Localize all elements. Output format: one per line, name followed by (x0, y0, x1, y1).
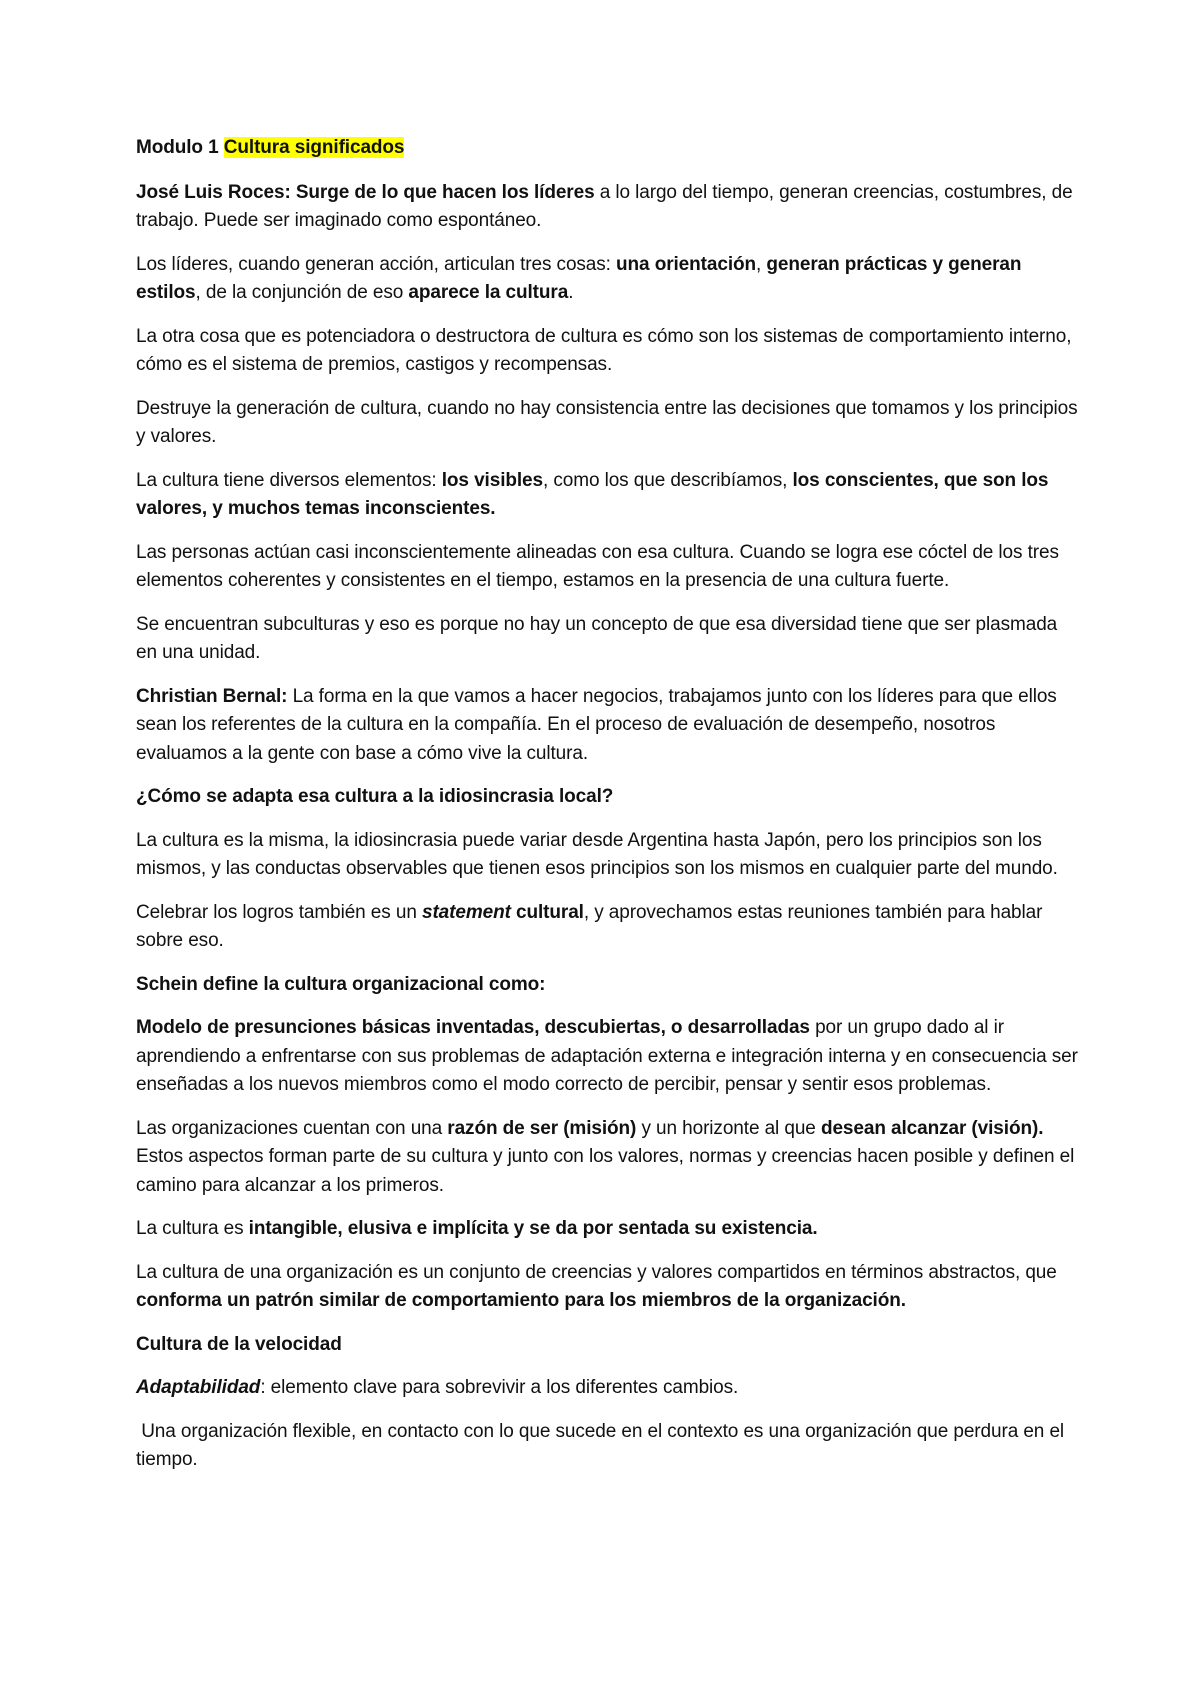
bold-run: una orientación (616, 253, 757, 275)
module-number: Modulo 1 (136, 137, 224, 158)
text-run: La cultura es la misma, la idiosincrasia puede variar desde Argentina hasta Japón, pero los principios son los mismos, y las conductas observables que tienen esos principios son los mismos en cualquier parte del mundo. (136, 829, 1058, 879)
bold-run: razón de ser (misión) (447, 1117, 637, 1139)
text-run: La forma en la que vamos a hacer negocios, trabajamos junto con los líderes para que ellos sean los referentes de la cultura en la compañía. En el proceso de evaluación de desempeño, nosotros evaluamos a la gente con base a cómo vive la cultura. (136, 685, 1057, 764)
paragraph-mission-vision (136, 1115, 1080, 1201)
bold-run: ¿Cómo se adapta esa cultura a la idiosincrasia local? (136, 786, 614, 807)
text-run: La cultura de una organización es un conjunto de creencias y valores compartidos en términos abstractos, que (136, 1261, 1057, 1283)
text-run: Los líderes, cuando generan acción, articulan tres cosas: (136, 253, 617, 275)
italic-bold-run: statement (421, 901, 511, 923)
paragraph-schein-definition (136, 1014, 1080, 1100)
question-heading (136, 783, 1080, 812)
text-run: Se encuentran subculturas y eso es porque no hay un concepto de que esa diversidad tiene que ser plasmada en una unidad. (136, 613, 1058, 663)
bold-run: conforma un patrón similar de comportamiento para los miembros de la organización. (136, 1290, 906, 1311)
module-title (136, 134, 1080, 163)
speaker-roces: José Luis Roces: Surge de lo que hacen los líderes (136, 181, 595, 203)
text-run: Celebrar los logros también es un (136, 901, 422, 923)
bold-run: los conscientes, que son los valores, y muchos temas inconscientes. (136, 469, 1049, 519)
bold-run: Schein define la cultura organizacional como: (136, 973, 546, 995)
text-run: La otra cosa que es potenciadora o destructora de cultura es cómo son los sistemas de comportamiento interno, cómo es el sistema de premios, castigos y recompensas. (136, 325, 1072, 375)
bold-run: cultural (510, 901, 584, 923)
bold-run: aparece la cultura (408, 282, 569, 303)
text-run: y un horizonte al que (636, 1117, 821, 1139)
bold-run: Modelo de presunciones básicas inventadas, descubiertas, o desarrolladas (136, 1017, 810, 1038)
text-run: , de la conjunción de eso (195, 282, 409, 303)
text-run: La cultura es (136, 1218, 249, 1239)
paragraph-bernal (136, 683, 1080, 769)
text-run: , (756, 253, 767, 275)
paragraph-celebrate (136, 899, 1080, 956)
paragraph-leaders (136, 251, 1080, 308)
paragraph-systems (136, 323, 1080, 380)
text-run: Destruye la generación de cultura, cuando no hay consistencia entre las decisiones que tomamos y los principios y valores. (136, 397, 1078, 447)
bold-run: Cultura de la velocidad (136, 1333, 342, 1355)
speaker-bernal: Christian Bernal: (136, 685, 288, 707)
text-run: : elemento clave para sobrevivir a los diferentes cambios. (260, 1377, 739, 1398)
speed-heading (136, 1331, 1080, 1360)
text-run: , como los que describíamos, (543, 469, 793, 491)
module-topic-highlight: Cultura significados (223, 137, 405, 158)
paragraph-flexible (136, 1418, 1080, 1475)
paragraph-roces (136, 179, 1080, 236)
paragraph-subcultures (136, 611, 1080, 668)
text-run: , y aprovechamos estas reuniones también para hablar sobre eso. (136, 901, 1043, 951)
paragraph-idiosyncrasy (136, 827, 1080, 884)
italic-bold-run: Adaptabilidad (136, 1377, 261, 1398)
text-run: . (568, 282, 574, 303)
text-run: Una organización flexible, en contacto con lo que sucede en el contexto es una organización que perdura en el tiempo. (136, 1420, 1070, 1470)
paragraph-elements (136, 467, 1080, 524)
text-run: Las organizaciones cuentan con una (136, 1117, 448, 1139)
paragraph-destroys (136, 395, 1080, 452)
paragraph-people (136, 539, 1080, 596)
bold-run: intangible, elusiva e implícita y se da por sentada su existencia. (248, 1218, 818, 1239)
bold-run: desean alcanzar (visión). (820, 1117, 1044, 1139)
paragraph-adaptability (136, 1374, 1080, 1403)
text-run: a lo largo del tiempo, generan creencias, costumbres, de trabajo. Puede ser imaginado como espontáneo. (136, 181, 1073, 231)
text-run: La cultura tiene diversos elementos: (136, 469, 442, 491)
text-run: Las personas actúan casi inconscientemente alineadas con esa cultura. Cuando se logra ese cóctel de los tres elementos coherentes y consistentes en el tiempo, estamos en la presencia de una cultura fuerte. (136, 541, 1059, 591)
text-run: por un grupo dado al ir aprendiendo a enfrentarse con sus problemas de adaptación externa e integración interna y en consecuencia ser enseñadas a los nuevos miembros como el modo correcto de percibir, pensar y sentir esos problemas. (136, 1017, 1078, 1095)
paragraph-beliefs (136, 1259, 1080, 1316)
paragraph-intangible (136, 1215, 1080, 1244)
bold-run: los visibles (441, 469, 543, 491)
schein-heading (136, 971, 1080, 1000)
text-run: Estos aspectos forman parte de su cultura y junto con los valores, normas y creencias hacen posible y definen el camino para alcanzar a los primeros. (136, 1146, 1075, 1196)
bold-run: generan prácticas y generan estilos (136, 253, 1022, 303)
